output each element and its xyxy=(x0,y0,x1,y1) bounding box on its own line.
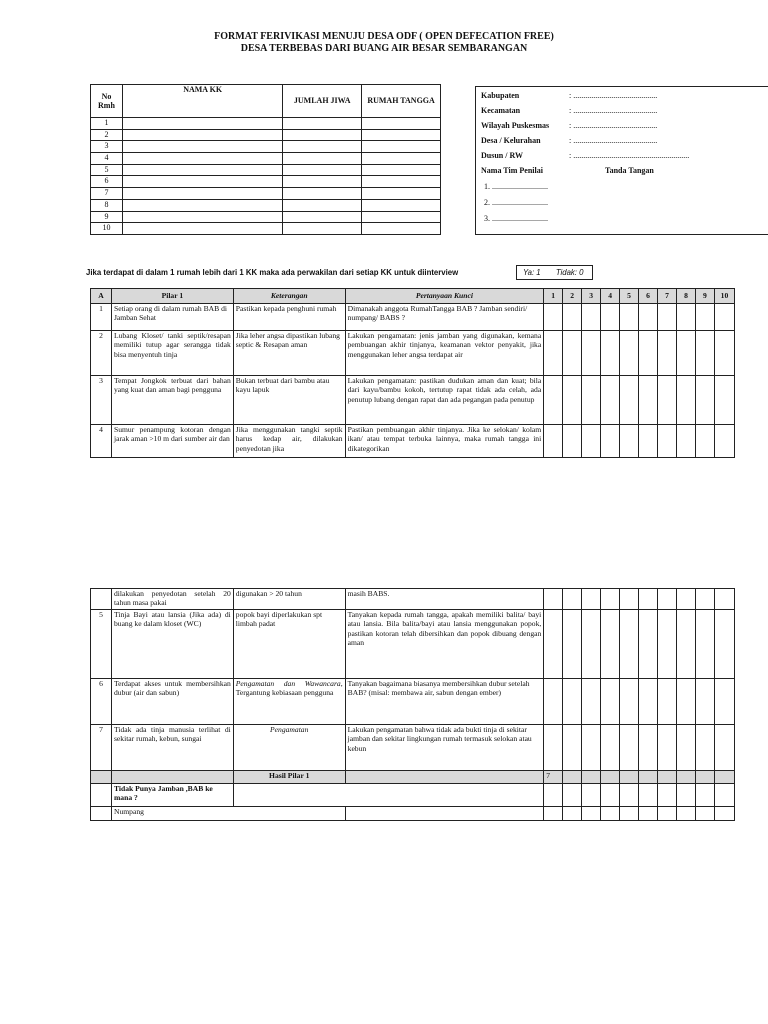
score-cell[interactable] xyxy=(582,376,601,425)
score-cell[interactable] xyxy=(714,589,734,610)
score-cell[interactable] xyxy=(582,784,601,807)
score-cell[interactable] xyxy=(620,784,639,807)
keterangan-text xyxy=(233,679,345,725)
pertanyaan-text: Tanyakan kepada rumah tangga, apakah memiliki balita/ bayi atau lansia. Bila balita/bayi atau lansia menggunakan popok, pastikan kotoran telah dibersihkan dan popok dibuang dengan aman xyxy=(345,610,544,679)
score-cell[interactable] xyxy=(601,807,620,821)
score-cell[interactable] xyxy=(695,679,714,725)
tidak-punya-jamban-answer[interactable] xyxy=(233,784,544,807)
score-cell[interactable] xyxy=(544,425,563,458)
field-kecamatan[interactable]: : .......................................... xyxy=(569,106,658,115)
row-number: 3 xyxy=(91,376,112,425)
kk-row-number: 1 xyxy=(91,118,123,130)
kk-row-number: 7 xyxy=(91,188,123,200)
score-cell[interactable] xyxy=(620,376,639,425)
pertanyaan-text: masih BABS. xyxy=(345,589,544,610)
score-cell[interactable] xyxy=(714,679,734,725)
score-cell[interactable] xyxy=(563,725,582,771)
label-desa-kelurahan: Desa / Kelurahan xyxy=(481,136,541,145)
hasil-cell[interactable] xyxy=(676,771,695,784)
hasil-pilar-value[interactable]: 7 xyxy=(544,771,563,784)
row-number: 6 xyxy=(91,679,112,725)
score-cell[interactable] xyxy=(601,376,620,425)
hasil-cell[interactable] xyxy=(695,771,714,784)
hasil-cell[interactable] xyxy=(563,771,582,784)
col-pertanyaan-kunci: Pertanyaan Kunci xyxy=(345,289,544,304)
score-cell[interactable] xyxy=(582,304,601,331)
ya-label: Ya: 1 xyxy=(523,268,541,277)
document-subtitle: DESA TERBEBAS DARI BUANG AIR BESAR SEMBARANGAN xyxy=(240,43,528,54)
score-cell[interactable] xyxy=(620,331,639,376)
kk-jiwa-cell[interactable] xyxy=(283,141,362,153)
tim-item-3[interactable]: 3. ............................ xyxy=(484,214,548,223)
kk-jiwa-cell[interactable] xyxy=(283,188,362,200)
score-cell[interactable] xyxy=(676,610,695,679)
score-cell[interactable] xyxy=(563,610,582,679)
score-cell[interactable] xyxy=(601,425,620,458)
score-cell[interactable] xyxy=(658,376,677,425)
pilar-text: Tinja Bayi atau lansia (Jika ada) di buang ke dalam kloset (WC) xyxy=(111,610,233,679)
score-cell[interactable] xyxy=(676,725,695,771)
score-cell[interactable] xyxy=(639,610,658,679)
pilar-text: Setiap orang di dalam rumah BAB di Jamban Sehat xyxy=(111,304,233,331)
col-a: A xyxy=(91,289,112,304)
row-number: 4 xyxy=(91,425,112,458)
hasil-cell[interactable] xyxy=(620,771,639,784)
score-cell[interactable] xyxy=(639,784,658,807)
col-number: 8 xyxy=(677,289,696,304)
col-number: 3 xyxy=(582,289,601,304)
tidak-label: Tidak: 0 xyxy=(555,268,584,277)
score-cell[interactable] xyxy=(544,807,563,821)
hasil-cell[interactable] xyxy=(714,771,734,784)
location-info-box xyxy=(475,86,768,235)
score-cell[interactable] xyxy=(563,679,582,725)
keterangan-text: digunakan > 20 tahun xyxy=(233,589,345,610)
score-cell[interactable] xyxy=(582,807,601,821)
tidak-punya-jamban-label: Tidak Punya Jamban ,BAB ke mana ? xyxy=(111,784,233,807)
kk-rt-cell[interactable] xyxy=(362,188,441,200)
col-number: 6 xyxy=(639,289,658,304)
score-cell[interactable] xyxy=(714,331,734,376)
score-cell[interactable] xyxy=(544,610,563,679)
score-cell[interactable] xyxy=(695,304,714,331)
kk-name-cell[interactable] xyxy=(122,211,282,223)
row-number xyxy=(91,784,112,807)
score-cell[interactable] xyxy=(658,725,677,771)
hasil-cell[interactable] xyxy=(639,771,658,784)
kk-row-number: 2 xyxy=(91,129,123,141)
kk-rt-cell[interactable] xyxy=(362,211,441,223)
pilar-text: Lubang Kloset/ tanki septik/resapan memiliki tutup agar serangga tidak bisa menyentuh tinja xyxy=(111,331,233,376)
score-cell[interactable] xyxy=(620,807,639,821)
score-cell[interactable] xyxy=(677,304,696,331)
kk-name-cell[interactable] xyxy=(122,141,282,153)
row-number: 7 xyxy=(91,725,112,771)
keterangan-text: popok bayi diperlakukan spt limbah padat xyxy=(233,610,345,679)
score-cell[interactable] xyxy=(582,610,601,679)
col-number: 7 xyxy=(658,289,677,304)
kk-row-number: 6 xyxy=(91,176,123,188)
kk-jiwa-cell[interactable] xyxy=(283,118,362,130)
pilar-text: dilakukan penyedotan setelah 20 tahun masa pakai xyxy=(111,589,233,610)
pilar-table-part1 xyxy=(90,288,735,458)
field-kabupaten[interactable]: : .......................................... xyxy=(569,91,658,100)
score-cell[interactable] xyxy=(601,589,620,610)
score-cell[interactable] xyxy=(544,376,563,425)
score-cell[interactable] xyxy=(563,784,582,807)
row-number xyxy=(91,807,112,821)
score-cell[interactable] xyxy=(601,725,620,771)
kk-rt-cell[interactable] xyxy=(362,118,441,130)
kk-jiwa-cell[interactable] xyxy=(283,211,362,223)
col-nama-kk: NAMA KK xyxy=(122,85,282,118)
kk-name-cell[interactable] xyxy=(122,199,282,211)
pertanyaan-text: Lakukan pengamatan: pastikan dudukan aman dan kuat; bila dari kayu/bambu kokoh, tertutup rapat tidak ada celah, ada penutup lubang dengan rapat dan ada pegangan pada penutup xyxy=(345,376,544,425)
ya-tidak-legend xyxy=(516,265,593,280)
kk-rt-cell[interactable] xyxy=(362,164,441,176)
score-cell[interactable] xyxy=(620,425,639,458)
score-cell[interactable] xyxy=(620,610,639,679)
hasil-cell[interactable] xyxy=(601,771,620,784)
score-cell[interactable] xyxy=(714,807,734,821)
score-cell[interactable] xyxy=(620,725,639,771)
col-no-rmh: No Rmh xyxy=(91,85,123,118)
score-cell[interactable] xyxy=(695,425,714,458)
score-cell[interactable] xyxy=(695,589,714,610)
score-cell[interactable] xyxy=(582,425,601,458)
col-number: 10 xyxy=(714,289,734,304)
kk-name-cell[interactable] xyxy=(122,153,282,165)
score-cell[interactable] xyxy=(601,784,620,807)
score-cell[interactable] xyxy=(639,679,658,725)
score-cell[interactable] xyxy=(563,304,582,331)
col-number: 1 xyxy=(544,289,563,304)
keterangan-rest: , Tergantung kebiasaan pengguna xyxy=(235,679,343,698)
keterangan-text: Pengamatan xyxy=(233,725,345,771)
score-cell[interactable] xyxy=(563,425,582,458)
score-cell[interactable] xyxy=(658,331,677,376)
kk-rt-cell[interactable] xyxy=(362,176,441,188)
kk-row-number: 10 xyxy=(91,223,123,235)
score-cell[interactable] xyxy=(601,331,620,376)
col-keterangan: Keterangan xyxy=(233,289,345,304)
pilar-table-part2 xyxy=(90,588,735,821)
field-dusun-rw[interactable]: : .......................................................... xyxy=(569,151,690,160)
tim-item-1[interactable]: 1. ............................ xyxy=(484,182,548,191)
score-cell[interactable] xyxy=(677,376,696,425)
label-kecamatan: Kecamatan xyxy=(481,106,521,115)
score-cell[interactable] xyxy=(714,304,734,331)
score-cell[interactable] xyxy=(695,784,714,807)
numpang-label: Numpang xyxy=(111,807,345,821)
kk-table xyxy=(90,84,441,235)
pilar-text: Tidak ada tinja manusia terlihat di sekitar rumah, kebun, sungai xyxy=(111,725,233,771)
document-title: FORMAT FERIVIKASI MENUJU DESA ODF ( OPEN DEFECATION FREE) xyxy=(214,31,554,42)
score-cell[interactable] xyxy=(563,589,582,610)
hasil-blank xyxy=(91,771,112,784)
col-number: 2 xyxy=(563,289,582,304)
kk-rt-cell[interactable] xyxy=(362,153,441,165)
score-cell[interactable] xyxy=(582,331,601,376)
kk-jiwa-cell[interactable] xyxy=(283,153,362,165)
kk-name-cell[interactable] xyxy=(122,176,282,188)
col-pilar: Pilar 1 xyxy=(111,289,233,304)
score-cell[interactable] xyxy=(563,376,582,425)
score-cell[interactable] xyxy=(639,304,658,331)
score-cell[interactable] xyxy=(677,425,696,458)
field-wilayah-puskesmas[interactable]: : .......................................... xyxy=(569,121,658,130)
score-cell[interactable] xyxy=(620,589,639,610)
pertanyaan-text: Dimanakah anggota RumahTangga BAB ? Jamban sendiri/ numpang/ BABS ? xyxy=(345,304,544,331)
score-cell[interactable] xyxy=(714,425,734,458)
pertanyaan-text: Pastikan pembuangan akhir tinjanya. Jika ke selokan/ kolam ikan/ atau tempat terbuka lainnya, maka rumah tangga ini dikategorikan xyxy=(345,425,544,458)
kk-rt-cell[interactable] xyxy=(362,141,441,153)
score-cell[interactable] xyxy=(639,331,658,376)
kk-row-number: 4 xyxy=(91,153,123,165)
score-cell[interactable] xyxy=(639,425,658,458)
keterangan-text: Jika menggunakan tangki septik harus kedap air, dilakukan penyedotan jika xyxy=(233,425,345,458)
score-cell[interactable] xyxy=(676,807,695,821)
label-dusun-rw: Dusun / RW xyxy=(481,151,523,160)
hasil-cell[interactable] xyxy=(582,771,601,784)
score-cell[interactable] xyxy=(695,331,714,376)
score-cell[interactable] xyxy=(695,807,714,821)
col-rumah-tangga: RUMAH TANGGA xyxy=(362,85,441,118)
kk-jiwa-cell[interactable] xyxy=(283,164,362,176)
kk-row-number: 5 xyxy=(91,164,123,176)
score-cell[interactable] xyxy=(582,589,601,610)
score-cell[interactable] xyxy=(620,679,639,725)
kk-name-cell[interactable] xyxy=(122,118,282,130)
col-number: 9 xyxy=(695,289,714,304)
label-tanda-tangan: Tanda Tangan xyxy=(605,166,654,175)
score-cell[interactable] xyxy=(714,376,734,425)
score-cell[interactable] xyxy=(639,376,658,425)
row-number xyxy=(91,589,112,610)
score-cell[interactable] xyxy=(563,807,582,821)
score-cell[interactable] xyxy=(658,807,677,821)
kk-row-number: 8 xyxy=(91,199,123,211)
keterangan-text: Bukan terbuat dari bambu atau kayu lapuk xyxy=(233,376,345,425)
keterangan-italic: Pengamatan dan Wawancara xyxy=(235,679,341,688)
kk-jiwa-cell[interactable] xyxy=(283,199,362,211)
kk-jiwa-cell[interactable] xyxy=(283,223,362,235)
score-cell[interactable] xyxy=(639,807,658,821)
score-cell[interactable] xyxy=(658,679,677,725)
score-cell[interactable] xyxy=(695,376,714,425)
keterangan-text: Pastikan kepada penghuni rumah xyxy=(233,304,345,331)
score-cell[interactable] xyxy=(563,331,582,376)
pilar-text: Sumur penampung kotoran dengan jarak aman >10 m dari sumber air dan xyxy=(111,425,233,458)
score-cell[interactable] xyxy=(639,725,658,771)
score-cell[interactable] xyxy=(601,679,620,725)
score-cell[interactable] xyxy=(544,331,563,376)
keterangan-text: Jika leher angsa dipastikan lubang septic & Resapan aman xyxy=(233,331,345,376)
score-cell[interactable] xyxy=(601,610,620,679)
interview-note: Jika terdapat di dalam 1 rumah lebih dari 1 KK maka ada perwakilan dari setiap KK untuk diinterview xyxy=(86,268,459,277)
kk-name-cell[interactable] xyxy=(122,164,282,176)
label-wilayah-puskesmas: Wilayah Puskesmas xyxy=(481,121,550,130)
score-cell[interactable] xyxy=(714,784,734,807)
score-cell[interactable] xyxy=(544,725,563,771)
kk-name-cell[interactable] xyxy=(122,188,282,200)
kk-rt-cell[interactable] xyxy=(362,129,441,141)
score-cell[interactable] xyxy=(620,304,639,331)
kk-name-cell[interactable] xyxy=(122,129,282,141)
pertanyaan-text: Tanyakan bagaimana biasanya membersihkan dubur setelah BAB? (misal: membawa air, sabun dengan ember) xyxy=(345,679,544,725)
score-cell[interactable] xyxy=(714,610,734,679)
label-kabupaten: Kabupaten xyxy=(481,91,520,100)
tim-item-2[interactable]: 2. ............................ xyxy=(484,198,548,207)
score-cell[interactable] xyxy=(601,304,620,331)
col-number: 5 xyxy=(620,289,639,304)
score-cell[interactable] xyxy=(639,589,658,610)
hasil-cell[interactable] xyxy=(658,771,677,784)
score-cell[interactable] xyxy=(658,425,677,458)
score-cell[interactable] xyxy=(544,784,563,807)
hasil-blank xyxy=(345,771,544,784)
score-cell[interactable] xyxy=(695,725,714,771)
field-desa-kelurahan[interactable]: : .......................................... xyxy=(569,136,658,145)
score-cell[interactable] xyxy=(544,304,563,331)
kk-row-number: 3 xyxy=(91,141,123,153)
score-cell[interactable] xyxy=(676,589,695,610)
hasil-blank xyxy=(111,771,233,784)
score-cell[interactable] xyxy=(544,589,563,610)
kk-rt-cell[interactable] xyxy=(362,223,441,235)
score-cell[interactable] xyxy=(658,304,677,331)
kk-jiwa-cell[interactable] xyxy=(283,176,362,188)
score-cell[interactable] xyxy=(677,331,696,376)
kk-rt-cell[interactable] xyxy=(362,199,441,211)
pilar-text: Terdapat akses untuk membersihkan dubur (air dan sabun) xyxy=(111,679,233,725)
score-cell[interactable] xyxy=(695,610,714,679)
numpang-answer[interactable] xyxy=(345,807,544,821)
hasil-pilar-label: Hasil Pilar 1 xyxy=(233,771,345,784)
kk-name-cell[interactable] xyxy=(122,223,282,235)
row-number: 2 xyxy=(91,331,112,376)
score-cell[interactable] xyxy=(714,725,734,771)
row-number: 5 xyxy=(91,610,112,679)
label-nama-tim-penilai: Nama Tim Penilai xyxy=(481,166,543,175)
score-cell[interactable] xyxy=(582,725,601,771)
score-cell[interactable] xyxy=(658,610,677,679)
score-cell[interactable] xyxy=(544,679,563,725)
col-number: 4 xyxy=(601,289,620,304)
kk-row-number: 9 xyxy=(91,211,123,223)
pertanyaan-text: Lakukan pengamatan: jenis jamban yang digunakan, kemana pembuangan akhir tinjanya, keamanan vektor penyakit, jika menggunakan leher angsa terdapat air xyxy=(345,331,544,376)
pilar-text: Tempat Jongkok terbuat dari bahan yang kuat dan aman bagi pengguna xyxy=(111,376,233,425)
row-number: 1 xyxy=(91,304,112,331)
score-cell[interactable] xyxy=(676,784,695,807)
score-cell[interactable] xyxy=(658,589,677,610)
pertanyaan-text: Lakukan pengamatan bahwa tidak ada bukti tinja di sekitar jamban dan sekitar lingkungan rumah termasuk selokan atau kebun xyxy=(345,725,544,771)
col-jumlah-jiwa: JUMLAH JIWA xyxy=(283,85,362,118)
score-cell[interactable] xyxy=(582,679,601,725)
score-cell[interactable] xyxy=(658,784,677,807)
score-cell[interactable] xyxy=(676,679,695,725)
kk-jiwa-cell[interactable] xyxy=(283,129,362,141)
